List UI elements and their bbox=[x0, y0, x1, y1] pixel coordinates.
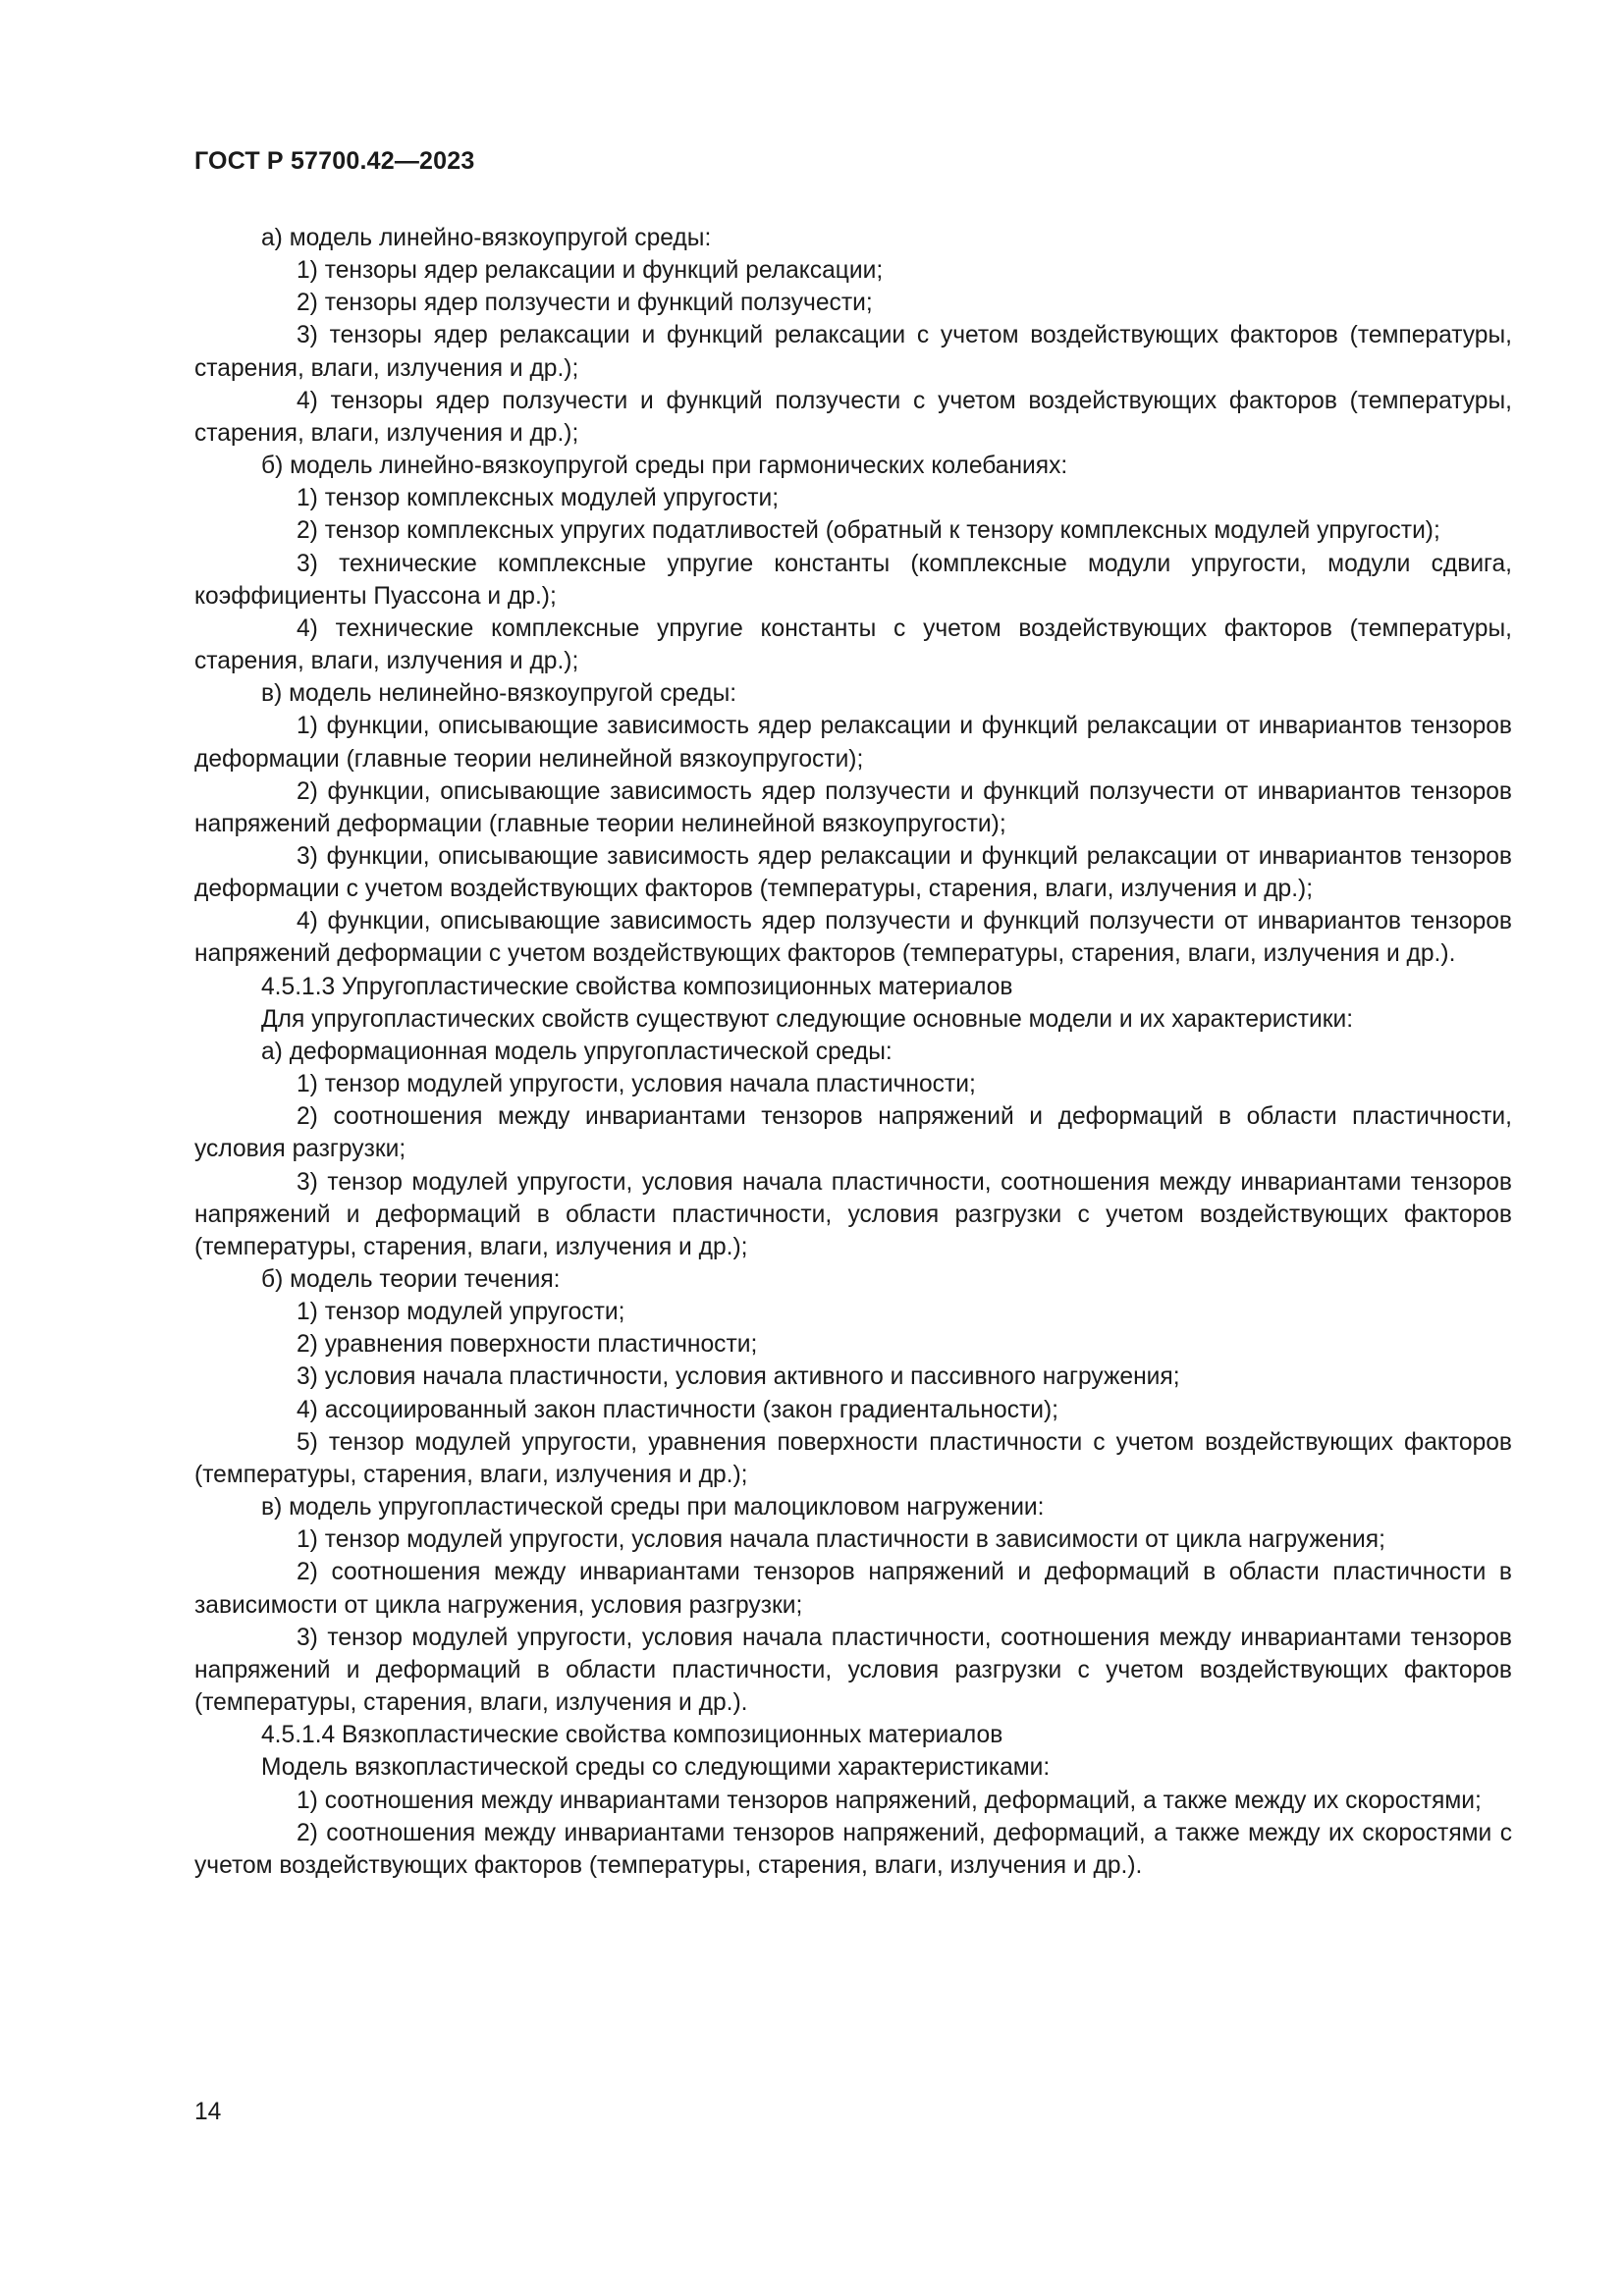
document-header: ГОСТ Р 57700.42—2023 bbox=[194, 147, 475, 175]
list-item: а) модель линейно-вязкоупругой среды: bbox=[261, 225, 712, 251]
list-subitem: 1) соотношения между инвариантами тензоров напряжений, деформаций, а также между их скоростями; bbox=[297, 1787, 1482, 1814]
list-subitem: 4) тензоры ядер ползучести и функций ползучести с учетом воздействующих факторов (температуры, старения, влаги, излучения и др.); bbox=[194, 387, 1512, 447]
list-subitem: 1) функции, описывающие зависимость ядер релаксации и функций релаксации от инвариантов тензоров деформации (главные теории нелинейной вязкоупругости); bbox=[194, 713, 1512, 773]
list-subitem: 1) тензор модулей упругости, условия начала пластичности в зависимости от цикла нагружения; bbox=[297, 1526, 1385, 1554]
list-item: в) модель нелинейно-вязкоупругой среды: bbox=[261, 680, 737, 708]
list-item: в) модель упругопластической среды при малоцикловом нагружении: bbox=[261, 1494, 1045, 1522]
list-subitem: 4) технические комплексные упругие константы с учетом воздействующих факторов (температуры, старения, влаги, излучения и др.); bbox=[194, 614, 1512, 675]
list-subitem: 3) условия начала пластичности, условия активного и пассивного нагружения; bbox=[297, 1363, 1180, 1391]
list-subitem: 4) функции, описывающие зависимость ядер ползучести и функций ползучести от инвариантов тензоров напряжений деформации с учетом воздействующих факторов (температуры, старения, влаги, излучения и др.). bbox=[194, 908, 1512, 968]
list-subitem: 2) тензор комплексных упругих податливостей (обратный к тензору комплексных модулей упругости); bbox=[297, 517, 1440, 545]
list-subitem: 3) технические комплексные упругие константы (комплексные модули упругости, модули сдвига, коэффициенты Пуассона и др.); bbox=[194, 550, 1512, 610]
list-item: Для упругопластических свойств существуют следующие основные модели и их характеристики: bbox=[261, 1005, 1354, 1033]
list-subitem: 1) тензоры ядер релаксации и функций релаксации; bbox=[297, 257, 884, 285]
list-item: 4.5.1.3 Упругопластические свойства композиционных материалов bbox=[261, 973, 1013, 1000]
list-subitem: 2) функции, описывающие зависимость ядер ползучести и функций ползучести от инвариантов тензоров напряжений деформации (главные теории нелинейной вязкоупругости); bbox=[194, 777, 1512, 837]
list-item: а) деформационная модель упругопластической среды: bbox=[261, 1038, 893, 1065]
list-subitem: 2) соотношения между инвариантами тензоров напряжений и деформаций в области пластичности, условия разгрузки; bbox=[194, 1103, 1512, 1163]
document-body bbox=[194, 222, 1512, 1882]
list-subitem: 2) соотношения между инвариантами тензоров напряжений, деформаций, а также между их скоростями с учетом воздействующих факторов (температуры, старения, влаги, излучения и др.). bbox=[194, 1819, 1512, 1879]
list-item: 4.5.1.4 Вязкопластические свойства композиционных материалов bbox=[261, 1722, 1003, 1749]
list-item: б) модель линейно-вязкоупругой среды при гармонических колебаниях: bbox=[261, 453, 1068, 480]
list-subitem: 3) тензор модулей упругости, условия начала пластичности, соотношения между инвариантами тензоров напряжений и деформаций в области пластичности, условия разгрузки с учетом воздействующих факторов (температуры, старения, влаги, излучения и др.); bbox=[194, 1168, 1512, 1260]
page-number: 14 bbox=[194, 2099, 222, 2125]
list-subitem: 3) функции, описывающие зависимость ядер релаксации и функций релаксации от инвариантов тензоров деформации с учетом воздействующих факторов (температуры, старения, влаги, излучения и др.); bbox=[194, 842, 1512, 903]
list-subitem: 1) тензор модулей упругости, условия начала пластичности; bbox=[297, 1071, 976, 1098]
list-subitem: 2) уравнения поверхности пластичности; bbox=[297, 1331, 758, 1359]
list-subitem: 5) тензор модулей упругости, уравнения поверхности пластичности с учетом воздействующих факторов (температуры, старения, влаги, излучения и др.); bbox=[194, 1428, 1512, 1488]
list-subitem: 1) тензор модулей упругости; bbox=[297, 1299, 625, 1326]
list-item: Модель вязкопластической среды со следующими характеристиками: bbox=[261, 1754, 1051, 1782]
list-subitem: 1) тензор комплексных модулей упругости; bbox=[297, 485, 780, 512]
list-subitem: 3) тензоры ядер релаксации и функций релаксации с учетом воздействующих факторов (температуры, старения, влаги, излучения и др.); bbox=[194, 322, 1512, 382]
list-subitem: 2) соотношения между инвариантами тензоров напряжений и деформаций в области пластичности в зависимости от цикла нагружения, условия разгрузки; bbox=[194, 1559, 1512, 1619]
list-item: б) модель теории течения: bbox=[261, 1266, 561, 1293]
list-subitem: 2) тензоры ядер ползучести и функций ползучести; bbox=[297, 290, 873, 317]
list-subitem: 3) тензор модулей упругости, условия начала пластичности, соотношения между инвариантами тензоров напряжений и деформаций в области пластичности, условия разгрузки с учетом воздействующих факторов (температуры, старения, влаги, излучения и др.). bbox=[194, 1624, 1512, 1717]
list-subitem: 4) ассоциированный закон пластичности (закон градиентальности); bbox=[297, 1396, 1059, 1423]
